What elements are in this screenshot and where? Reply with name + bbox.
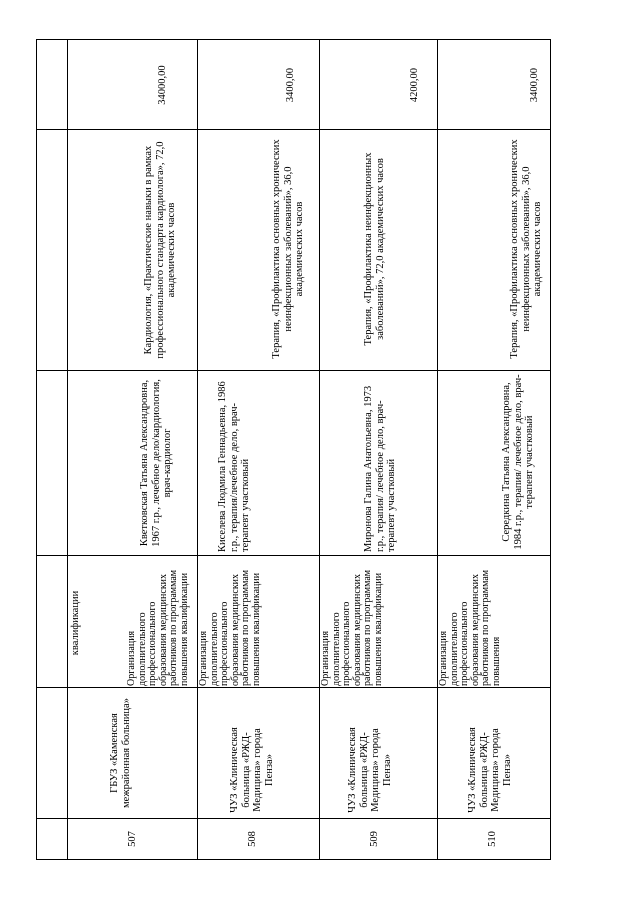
course-info: Терапия, «Профилактика неинфекционных заболеваний», 72,0 академических часов: [363, 152, 386, 346]
organization-cell: [319, 687, 437, 818]
program-type-cell: [67, 555, 197, 687]
course-cell: [67, 129, 197, 370]
organization: ЧУЗ «Клиническая больница «РЖД-Медицина» города Пенза»: [229, 727, 275, 813]
price-cell: [319, 40, 437, 129]
course-cell: [437, 129, 551, 370]
price: 4200,00: [409, 67, 420, 103]
person-info: Середкина Татьяна Александровна, 1984 г.р., терапия/ лечебное дело, врач-терапевт участковый: [501, 374, 535, 550]
row-number: 508: [247, 831, 258, 847]
course-info: Терапия, «Профилактика основных хронических неинфекционных заболеваний», 36,0 академических часов: [271, 139, 305, 359]
program-type-cell: [197, 555, 319, 687]
row-number-cell: [197, 818, 319, 861]
program-type-cell: [437, 555, 551, 687]
course-cell: [197, 129, 319, 370]
program-type-cell: [319, 555, 437, 687]
document-table: [36, 39, 551, 860]
row-number-cell: [437, 818, 551, 861]
organization-cell: [197, 687, 319, 818]
program-type: Организация дополнительного профессионального образования медицинских работников по программам повышения квалификации: [198, 569, 262, 686]
person-info: Кветковская Татьяна Александровна, 1967 г.р., лечебное дело/кардиология, врач-кардиолог: [139, 379, 173, 547]
program-type: Организация дополнительного профессионального образования медицинских работников по программам повышения квалификации: [126, 569, 190, 686]
price: 34000,00: [157, 65, 168, 105]
organization: ЧУЗ «Клиническая больница «РЖД-Медицина» города Пенза»: [467, 727, 513, 813]
program-type: Организация дополнительного профессионального образования медицинских работников по программам повышения: [438, 569, 502, 686]
person-cell: [67, 370, 197, 555]
price-cell: [197, 40, 319, 129]
price-cell: [67, 40, 197, 129]
row-number: 510: [487, 831, 498, 847]
row-number: 507: [127, 831, 138, 847]
person-cell: [197, 370, 319, 555]
organization-cell: [437, 687, 551, 818]
row-number-cell: [67, 818, 197, 861]
course-info: Терапия, «Профилактика основных хронических неинфекционных заболеваний», 36,0 академических часов: [509, 139, 543, 359]
person-info: Миронова Галина Анатольевна, 1973 г.р., терапия/ лечебное дело, врач-терапевт участковый: [363, 385, 397, 552]
course-cell: [319, 129, 437, 370]
person-info: Киселева Людмила Геннадьевна, 1986 г.р., терапия/лечебное дело, врач-терапевт участковый: [217, 381, 251, 552]
person-cell: [319, 370, 437, 555]
header-fragment: квалификации: [70, 590, 81, 656]
row-number-cell: [319, 818, 437, 861]
price: 3400,00: [285, 67, 296, 103]
organization-cell: [67, 687, 197, 818]
course-info: Кардиология, «Практические навыки в рамках профессионального стандарта кардиолога», 72,0 академических часов: [143, 141, 177, 359]
price-cell: [437, 40, 551, 129]
organization: ГБУЗ «Каменская межрайонная больница»: [109, 698, 132, 808]
organization: ЧУЗ «Клиническая больница «РЖД-Медицина» города Пенза»: [347, 727, 393, 813]
row-number: 509: [369, 831, 380, 847]
person-cell: [437, 370, 551, 555]
price: 3400,00: [529, 67, 540, 103]
program-type: Организация дополнительного профессионального образования медицинских работников по программам повышения квалификации: [320, 569, 384, 686]
